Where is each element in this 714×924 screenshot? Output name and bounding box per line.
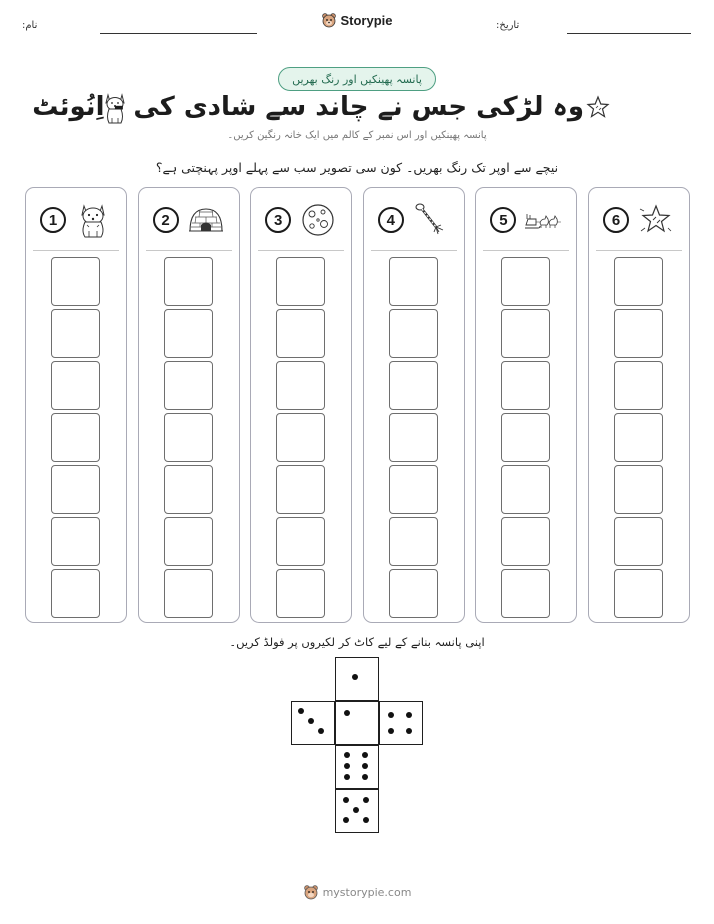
pip: [353, 807, 359, 813]
color-cell[interactable]: [51, 309, 100, 358]
color-cell[interactable]: [164, 309, 213, 358]
color-cell[interactable]: [501, 569, 550, 618]
color-cell[interactable]: [164, 569, 213, 618]
color-cell[interactable]: [51, 413, 100, 462]
dice-face-top: [335, 657, 379, 701]
color-cell[interactable]: [614, 257, 663, 306]
pip: [388, 728, 394, 734]
pip: [344, 774, 350, 780]
column-number: 2: [153, 207, 179, 233]
pip: [343, 817, 349, 823]
column-divider: [258, 250, 344, 251]
pip: [344, 710, 350, 716]
column-number: 3: [265, 207, 291, 233]
column-header: [251, 198, 351, 242]
color-cell[interactable]: [51, 361, 100, 410]
color-cell[interactable]: [51, 257, 100, 306]
pip: [363, 797, 369, 803]
pip: [388, 712, 394, 718]
color-cell[interactable]: [614, 413, 663, 462]
storypie-bear-logo-icon: [321, 12, 337, 28]
column-number: 4: [378, 207, 404, 233]
column-number: 1: [40, 207, 66, 233]
husky-dog-icon: [74, 201, 112, 239]
pip: [363, 817, 369, 823]
color-cell[interactable]: [501, 309, 550, 358]
color-cell[interactable]: [164, 413, 213, 462]
color-cell[interactable]: [501, 413, 550, 462]
color-cell[interactable]: [51, 517, 100, 566]
name-line: [100, 33, 257, 34]
color-cell[interactable]: [501, 361, 550, 410]
color-cell[interactable]: [501, 257, 550, 306]
pip: [406, 712, 412, 718]
pip: [362, 774, 368, 780]
column-2: [138, 187, 240, 623]
dog-sled-icon: [524, 201, 562, 239]
color-cell[interactable]: [389, 465, 438, 514]
color-cell[interactable]: [389, 569, 438, 618]
color-cell[interactable]: [389, 257, 438, 306]
color-cell[interactable]: [164, 517, 213, 566]
color-cell[interactable]: [614, 309, 663, 358]
column-divider: [596, 250, 682, 251]
color-cell[interactable]: [276, 361, 325, 410]
color-cell[interactable]: [614, 569, 663, 618]
column-header: [26, 198, 126, 242]
fold-instruction: اپنی پانسہ بنانے کے لیے کاٹ کر لکیروں پر فولڈ کریں۔: [229, 635, 485, 649]
pip: [344, 763, 350, 769]
color-cell[interactable]: [276, 309, 325, 358]
brand: [0, 12, 714, 28]
color-cell[interactable]: [614, 465, 663, 514]
brand-name: Storypie: [340, 12, 393, 28]
dice-face-lower: [335, 745, 379, 789]
dice-face-bottom: [335, 789, 379, 833]
storypie-bear-logo-icon: [303, 884, 319, 900]
color-cell[interactable]: [501, 517, 550, 566]
color-cell[interactable]: [164, 361, 213, 410]
dice-face-left: [291, 701, 335, 745]
color-cell[interactable]: [276, 569, 325, 618]
color-cell[interactable]: [51, 569, 100, 618]
color-cell[interactable]: [389, 361, 438, 410]
moon-icon: [299, 201, 337, 239]
color-cell[interactable]: [614, 361, 663, 410]
color-cell[interactable]: [51, 465, 100, 514]
activity-tag: پانسہ پھینکیں اور رنگ بھریں: [278, 67, 436, 91]
color-cell[interactable]: [276, 413, 325, 462]
pip: [308, 718, 314, 724]
column-header: [139, 198, 239, 242]
dice-face-middle: [335, 701, 379, 745]
column-6: [588, 187, 690, 623]
column-divider: [371, 250, 457, 251]
column-header: [476, 198, 576, 242]
question: نیچے سے اوپر تک رنگ بھریں۔ کون سی تصویر سب سے پہلے اوپر پہنچتی ہے؟: [155, 160, 559, 175]
column-1: [25, 187, 127, 623]
pip: [352, 674, 358, 680]
igloo-icon: [187, 201, 225, 239]
color-cell[interactable]: [276, 257, 325, 306]
pip: [362, 752, 368, 758]
star-icon: [585, 95, 611, 119]
column-header: [364, 198, 464, 242]
color-cell[interactable]: [389, 517, 438, 566]
pip: [406, 728, 412, 734]
footer-url: mystorypie.com: [322, 885, 412, 899]
star-icon: [637, 201, 675, 239]
pip: [344, 752, 350, 758]
column-header: [589, 198, 689, 242]
pip: [298, 708, 304, 714]
rope-icon: [412, 201, 450, 239]
column-3: [250, 187, 352, 623]
page-title: وہ لڑکی جس نے چاند سے شادی کی - اِنُوئٹ: [32, 92, 584, 122]
column-5: [475, 187, 577, 623]
footer: [0, 884, 714, 900]
column-divider: [483, 250, 569, 251]
color-cell[interactable]: [164, 465, 213, 514]
dice-race-columns: [25, 187, 690, 623]
color-cell[interactable]: [501, 465, 550, 514]
color-cell[interactable]: [389, 309, 438, 358]
subtitle: پانسہ پھینکیں اور اس نمبر کے کالم میں ایک خانہ رنگین کریں۔: [227, 130, 487, 141]
column-divider: [33, 250, 119, 251]
dice-face-right: [379, 701, 423, 745]
column-number: 6: [603, 207, 629, 233]
date-line: [567, 33, 691, 34]
name-label: نام:: [22, 20, 38, 31]
color-cell[interactable]: [276, 465, 325, 514]
color-cell[interactable]: [614, 517, 663, 566]
date-label: تاریخ:: [496, 20, 520, 31]
pip: [343, 797, 349, 803]
column-4: [363, 187, 465, 623]
color-cell[interactable]: [389, 413, 438, 462]
column-divider: [146, 250, 232, 251]
pip: [362, 763, 368, 769]
column-number: 5: [490, 207, 516, 233]
color-cell[interactable]: [276, 517, 325, 566]
pip: [318, 728, 324, 734]
color-cell[interactable]: [164, 257, 213, 306]
